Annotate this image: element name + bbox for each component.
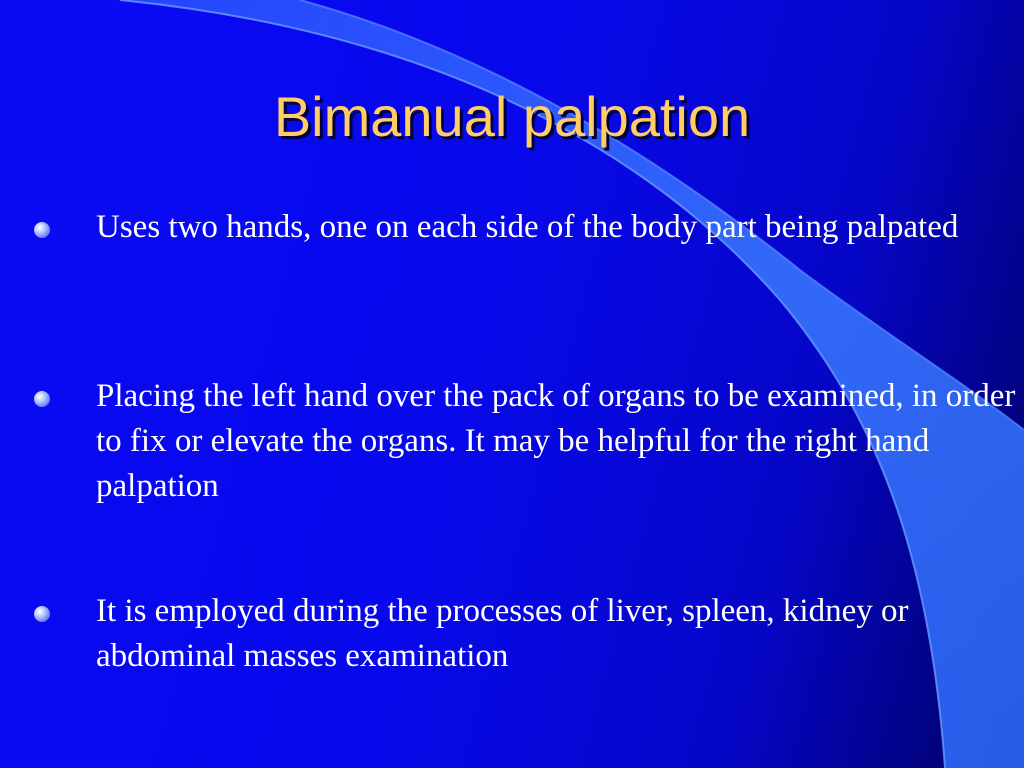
bullet-text: Placing the left hand over the pack of organs to be examined, in order to fix or elevate the organs. It may be helpful for the right hand palpation [96, 378, 1016, 504]
bullet-dot-icon [34, 222, 50, 238]
bullet-text: Uses two hands, one on each side of the body part being palpated [96, 209, 959, 245]
bullet-dot-icon [34, 391, 50, 407]
bullet-text: It is employed during the processes of liver, spleen, kidney or abdominal masses examination [96, 593, 909, 674]
slide-title: Bimanual palpation [273, 85, 751, 148]
bullet-dot-icon [34, 606, 50, 622]
